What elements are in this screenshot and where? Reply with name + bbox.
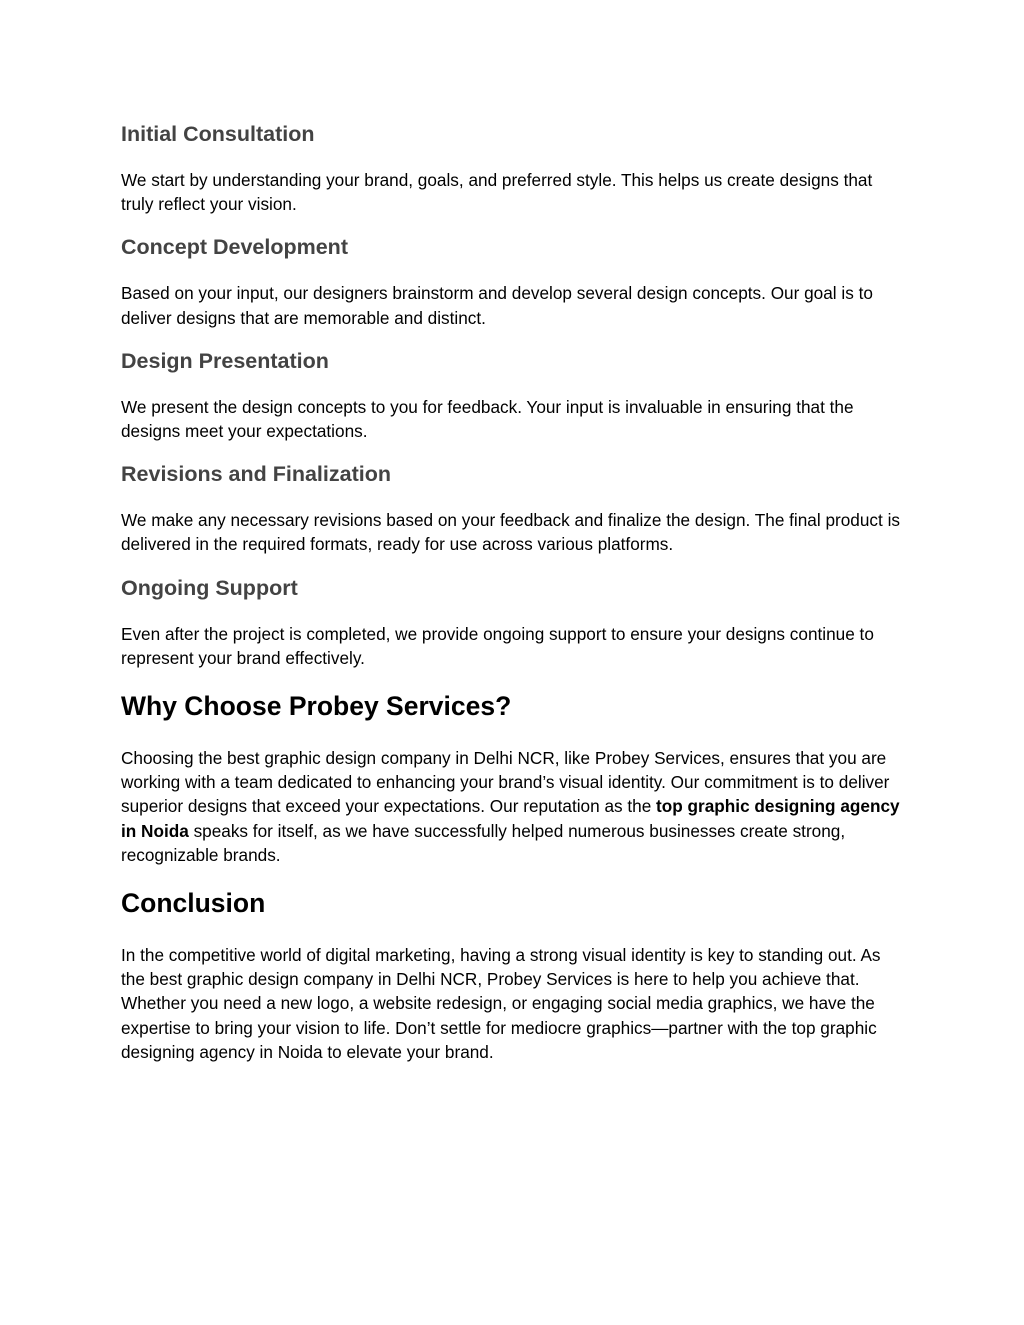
why-choose-bold-phrase: top graphic designing agency in Noida bbox=[121, 796, 900, 841]
why-choose-text-end: speaks for itself, as we have successfully helped numerous businesses create strong, recognizable brands. bbox=[121, 820, 846, 865]
paragraph-design-presentation: We present the design concepts to you for feedback. Your input is invaluable in ensuring that the designs meet your expectations. bbox=[121, 396, 854, 442]
heading-revisions-finalization: Revisions and Finalization bbox=[121, 462, 391, 487]
document-page bbox=[121, 118, 901, 1064]
heading-conclusion: Conclusion bbox=[121, 888, 266, 919]
why-choose-text-start: Choosing the best graphic design company in Delhi NCR, like Probey Services, ensures that you are working with a team dedicated to enhancing your brand’s visual identity. Our commitment is to deliver superior designs that exceed your expectations. Our reputation as the bbox=[121, 748, 890, 817]
heading-design-presentation: Design Presentation bbox=[121, 348, 329, 373]
paragraph-why-choose bbox=[121, 746, 901, 867]
paragraph-concept-development: Based on your input, our designers brainstorm and develop several design concepts. Our goal is to deliver designs that are memorable and distinct. bbox=[121, 283, 873, 328]
paragraph-conclusion: In the competitive world of digital marketing, having a strong visual identity is key to standing out. As the best graphic design company in Delhi NCR, Probey Services is here to help you achieve that. Whether you need a new logo, a website redesign, or engaging social media graphics, we have the expertise to bring your vision to life. Don’t settle for mediocre graphics—partner with the top graphic designing agency in Noida to elevate your brand. bbox=[121, 945, 881, 1062]
heading-initial-consultation: Initial Consultation bbox=[121, 122, 315, 146]
paragraph-initial-consultation: We start by understanding your brand, goals, and preferred style. This helps us create designs that truly reflect your vision. bbox=[121, 170, 873, 215]
heading-why-choose: Why Choose Probey Services? bbox=[121, 691, 512, 722]
paragraph-ongoing-support: Even after the project is completed, we provide ongoing support to ensure your designs continue to represent your brand effectively. bbox=[121, 623, 874, 668]
paragraph-revisions-finalization: We make any necessary revisions based on your feedback and finalize the design. The final product is delivered in the required formats, ready for use across various platforms. bbox=[121, 510, 900, 555]
heading-ongoing-support: Ongoing Support bbox=[121, 575, 298, 600]
heading-concept-development: Concept Development bbox=[121, 235, 348, 260]
